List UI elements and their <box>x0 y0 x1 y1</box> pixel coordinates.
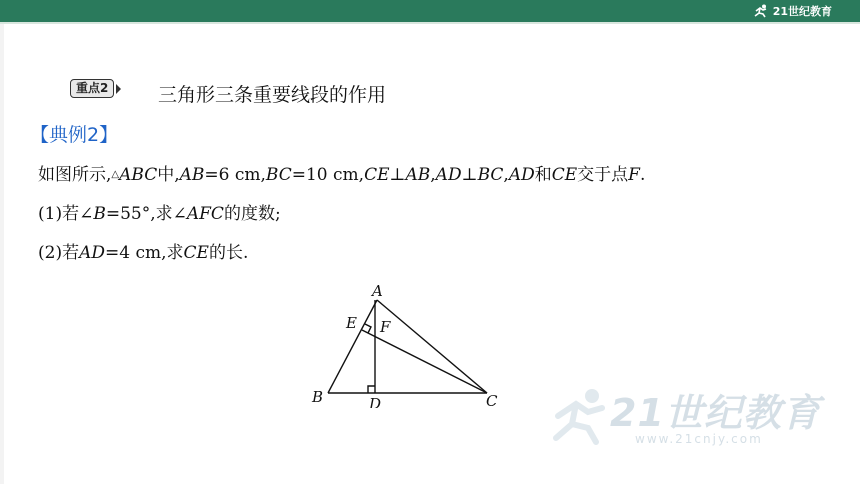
period: . <box>639 165 646 185</box>
question-2 <box>38 238 248 263</box>
badge-arrow-icon <box>116 84 121 94</box>
segment-ad: AD <box>435 165 462 185</box>
perp-symbol-2: ⊥ <box>461 165 478 185</box>
stem-prefix: 如图所示, <box>38 165 112 185</box>
watermark-runner-icon <box>550 386 610 446</box>
q2-ce: CE <box>183 243 209 263</box>
q1-prefix: (1)若∠ <box>38 204 94 224</box>
label-f: F <box>380 318 391 336</box>
segment-bc: BC <box>265 165 292 185</box>
triangle-name: ABC <box>119 165 158 185</box>
segment-bc-2: BC <box>477 165 504 185</box>
bc-value: =10 cm, <box>291 165 365 185</box>
q1-mid: =55°,求∠ <box>105 204 187 224</box>
badge-label: 重点2 <box>70 79 114 98</box>
q2-prefix: (2)若 <box>38 243 80 263</box>
runner-logo-icon <box>753 4 769 18</box>
label-a: A <box>372 282 383 300</box>
comma: , <box>430 165 436 185</box>
example-label: 【典例2】 <box>30 124 119 146</box>
triangle-figure <box>300 278 520 408</box>
watermark-text: 21世纪教育 <box>610 391 821 435</box>
comma-2: , <box>503 165 509 185</box>
q2-ad: AD <box>79 243 106 263</box>
watermark-url: www.21cnjy.com <box>635 432 763 446</box>
segment-ab-2: AB <box>405 165 431 185</box>
conj-he: 和 <box>534 165 552 185</box>
intersect-text: 交于点 <box>577 165 629 185</box>
q1-angle-afc: AFC <box>186 204 224 224</box>
question-1 <box>38 199 281 224</box>
label-d: D <box>369 395 382 408</box>
q2-mid: =4 cm,求 <box>105 243 184 263</box>
segment-ce-2: CE <box>551 165 578 185</box>
ab-value: =6 cm, <box>204 165 266 185</box>
segment-ab: AB <box>179 165 205 185</box>
brand-logo <box>753 2 832 20</box>
perp-symbol: ⊥ <box>389 165 406 185</box>
watermark <box>540 380 840 460</box>
stem-mid: 中, <box>157 165 180 185</box>
brand-text: 21世纪教育 <box>772 5 832 18</box>
q1-angle-b: B <box>93 204 106 224</box>
right-angle-d <box>368 386 375 393</box>
segment-ce: CE <box>364 165 390 185</box>
section-title: 三角形三条重要线段的作用 <box>158 84 387 106</box>
triangle-symbol: △ <box>111 169 120 180</box>
key-point-badge <box>70 79 121 98</box>
left-margin-rule <box>0 24 4 484</box>
point-f: F <box>628 165 640 185</box>
q1-suffix: 的度数; <box>223 204 281 224</box>
q2-suffix: 的长. <box>208 243 249 263</box>
problem-stem <box>38 160 645 185</box>
label-e: E <box>346 314 357 332</box>
segment-ad-2: AD <box>508 165 535 185</box>
label-c: C <box>486 392 498 408</box>
header-divider <box>0 22 860 24</box>
header-bar <box>0 0 860 22</box>
label-b: B <box>312 388 324 406</box>
